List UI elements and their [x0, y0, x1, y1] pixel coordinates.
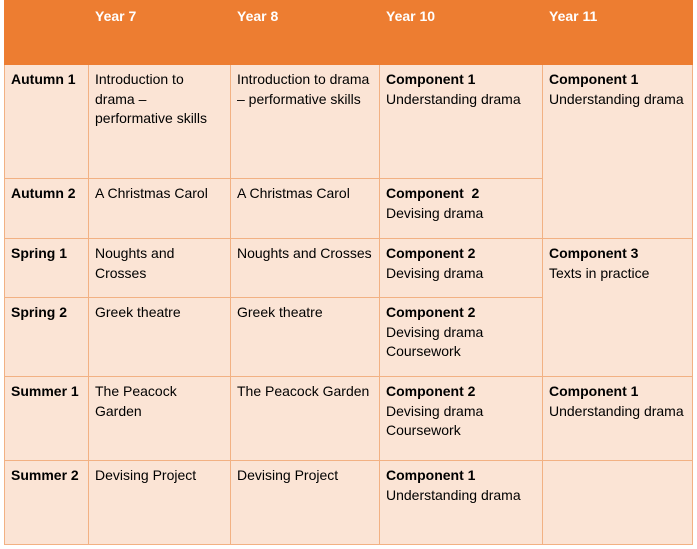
- column-header-year-7: Year 7: [89, 1, 231, 65]
- term-cell: Spring 2: [5, 298, 89, 377]
- year-7-cell: A Christmas Carol: [89, 179, 231, 239]
- year-8-cell: A Christmas Carol: [231, 179, 380, 239]
- component-detail: Understanding drama: [386, 486, 521, 503]
- table-row: [5, 65, 693, 179]
- component-title: Component 1: [549, 383, 639, 399]
- year-8-cell: Noughts and Crosses: [231, 239, 380, 298]
- year-10-cell: [380, 377, 543, 461]
- year-8-cell: Greek theatre: [231, 298, 380, 377]
- table-row: [5, 377, 693, 461]
- component-title: Component 2: [386, 383, 476, 399]
- year-10-cell: [380, 298, 543, 377]
- year-11-cell: [543, 65, 693, 239]
- component-detail: Devising drama: [386, 402, 484, 419]
- component-detail: Devising drama: [386, 323, 484, 340]
- year-10-cell: [380, 179, 543, 239]
- component-title: Component 3: [549, 245, 639, 261]
- year-7-cell: The Peacock Garden: [89, 377, 231, 461]
- component-detail: Understanding drama: [386, 90, 521, 107]
- component-detail: Understanding drama: [549, 90, 684, 107]
- component-title: Component 1: [386, 71, 476, 87]
- term-cell: Spring 1: [5, 239, 89, 298]
- component-title: Component 1: [386, 467, 476, 483]
- year-7-cell: Devising Project: [89, 461, 231, 545]
- table-row: [5, 461, 693, 545]
- year-8-cell: The Peacock Garden: [231, 377, 380, 461]
- component-title: Component 2: [386, 304, 476, 320]
- year-10-cell: [380, 461, 543, 545]
- column-header-year-10: Year 10: [380, 1, 543, 65]
- year-7-cell: Noughts and Crosses: [89, 239, 231, 298]
- corner-cell: [5, 1, 89, 65]
- term-cell: Autumn 2: [5, 179, 89, 239]
- component-detail: Coursework: [386, 343, 461, 359]
- term-cell: Summer 1: [5, 377, 89, 461]
- component-detail: Understanding drama: [549, 402, 684, 419]
- year-10-cell: [380, 239, 543, 298]
- column-header-year-8: Year 8: [231, 1, 380, 65]
- year-11-cell: [543, 239, 693, 377]
- component-detail: Texts in practice: [549, 264, 650, 281]
- header-row: [5, 1, 693, 65]
- term-cell: Summer 2: [5, 461, 89, 545]
- year-7-cell: Introduction to drama – performative skills: [89, 65, 231, 179]
- year-8-cell: Introduction to drama – performative skills: [231, 65, 380, 179]
- year-8-cell: Devising Project: [231, 461, 380, 545]
- column-header-year-11: Year 11: [543, 1, 693, 65]
- year-11-cell: [543, 377, 693, 461]
- component-detail: Devising drama: [386, 264, 484, 281]
- year-10-cell: [380, 65, 543, 179]
- year-11-cell: [543, 461, 693, 545]
- component-title: Component 1: [549, 71, 639, 87]
- table-row: [5, 239, 693, 298]
- component-title: Component 2: [386, 185, 480, 201]
- component-detail: Devising drama: [386, 204, 484, 221]
- year-7-cell: Greek theatre: [89, 298, 231, 377]
- component-title: Component 2: [386, 245, 476, 261]
- curriculum-table: [4, 0, 693, 545]
- component-detail: Coursework: [386, 422, 461, 438]
- term-cell: Autumn 1: [5, 65, 89, 179]
